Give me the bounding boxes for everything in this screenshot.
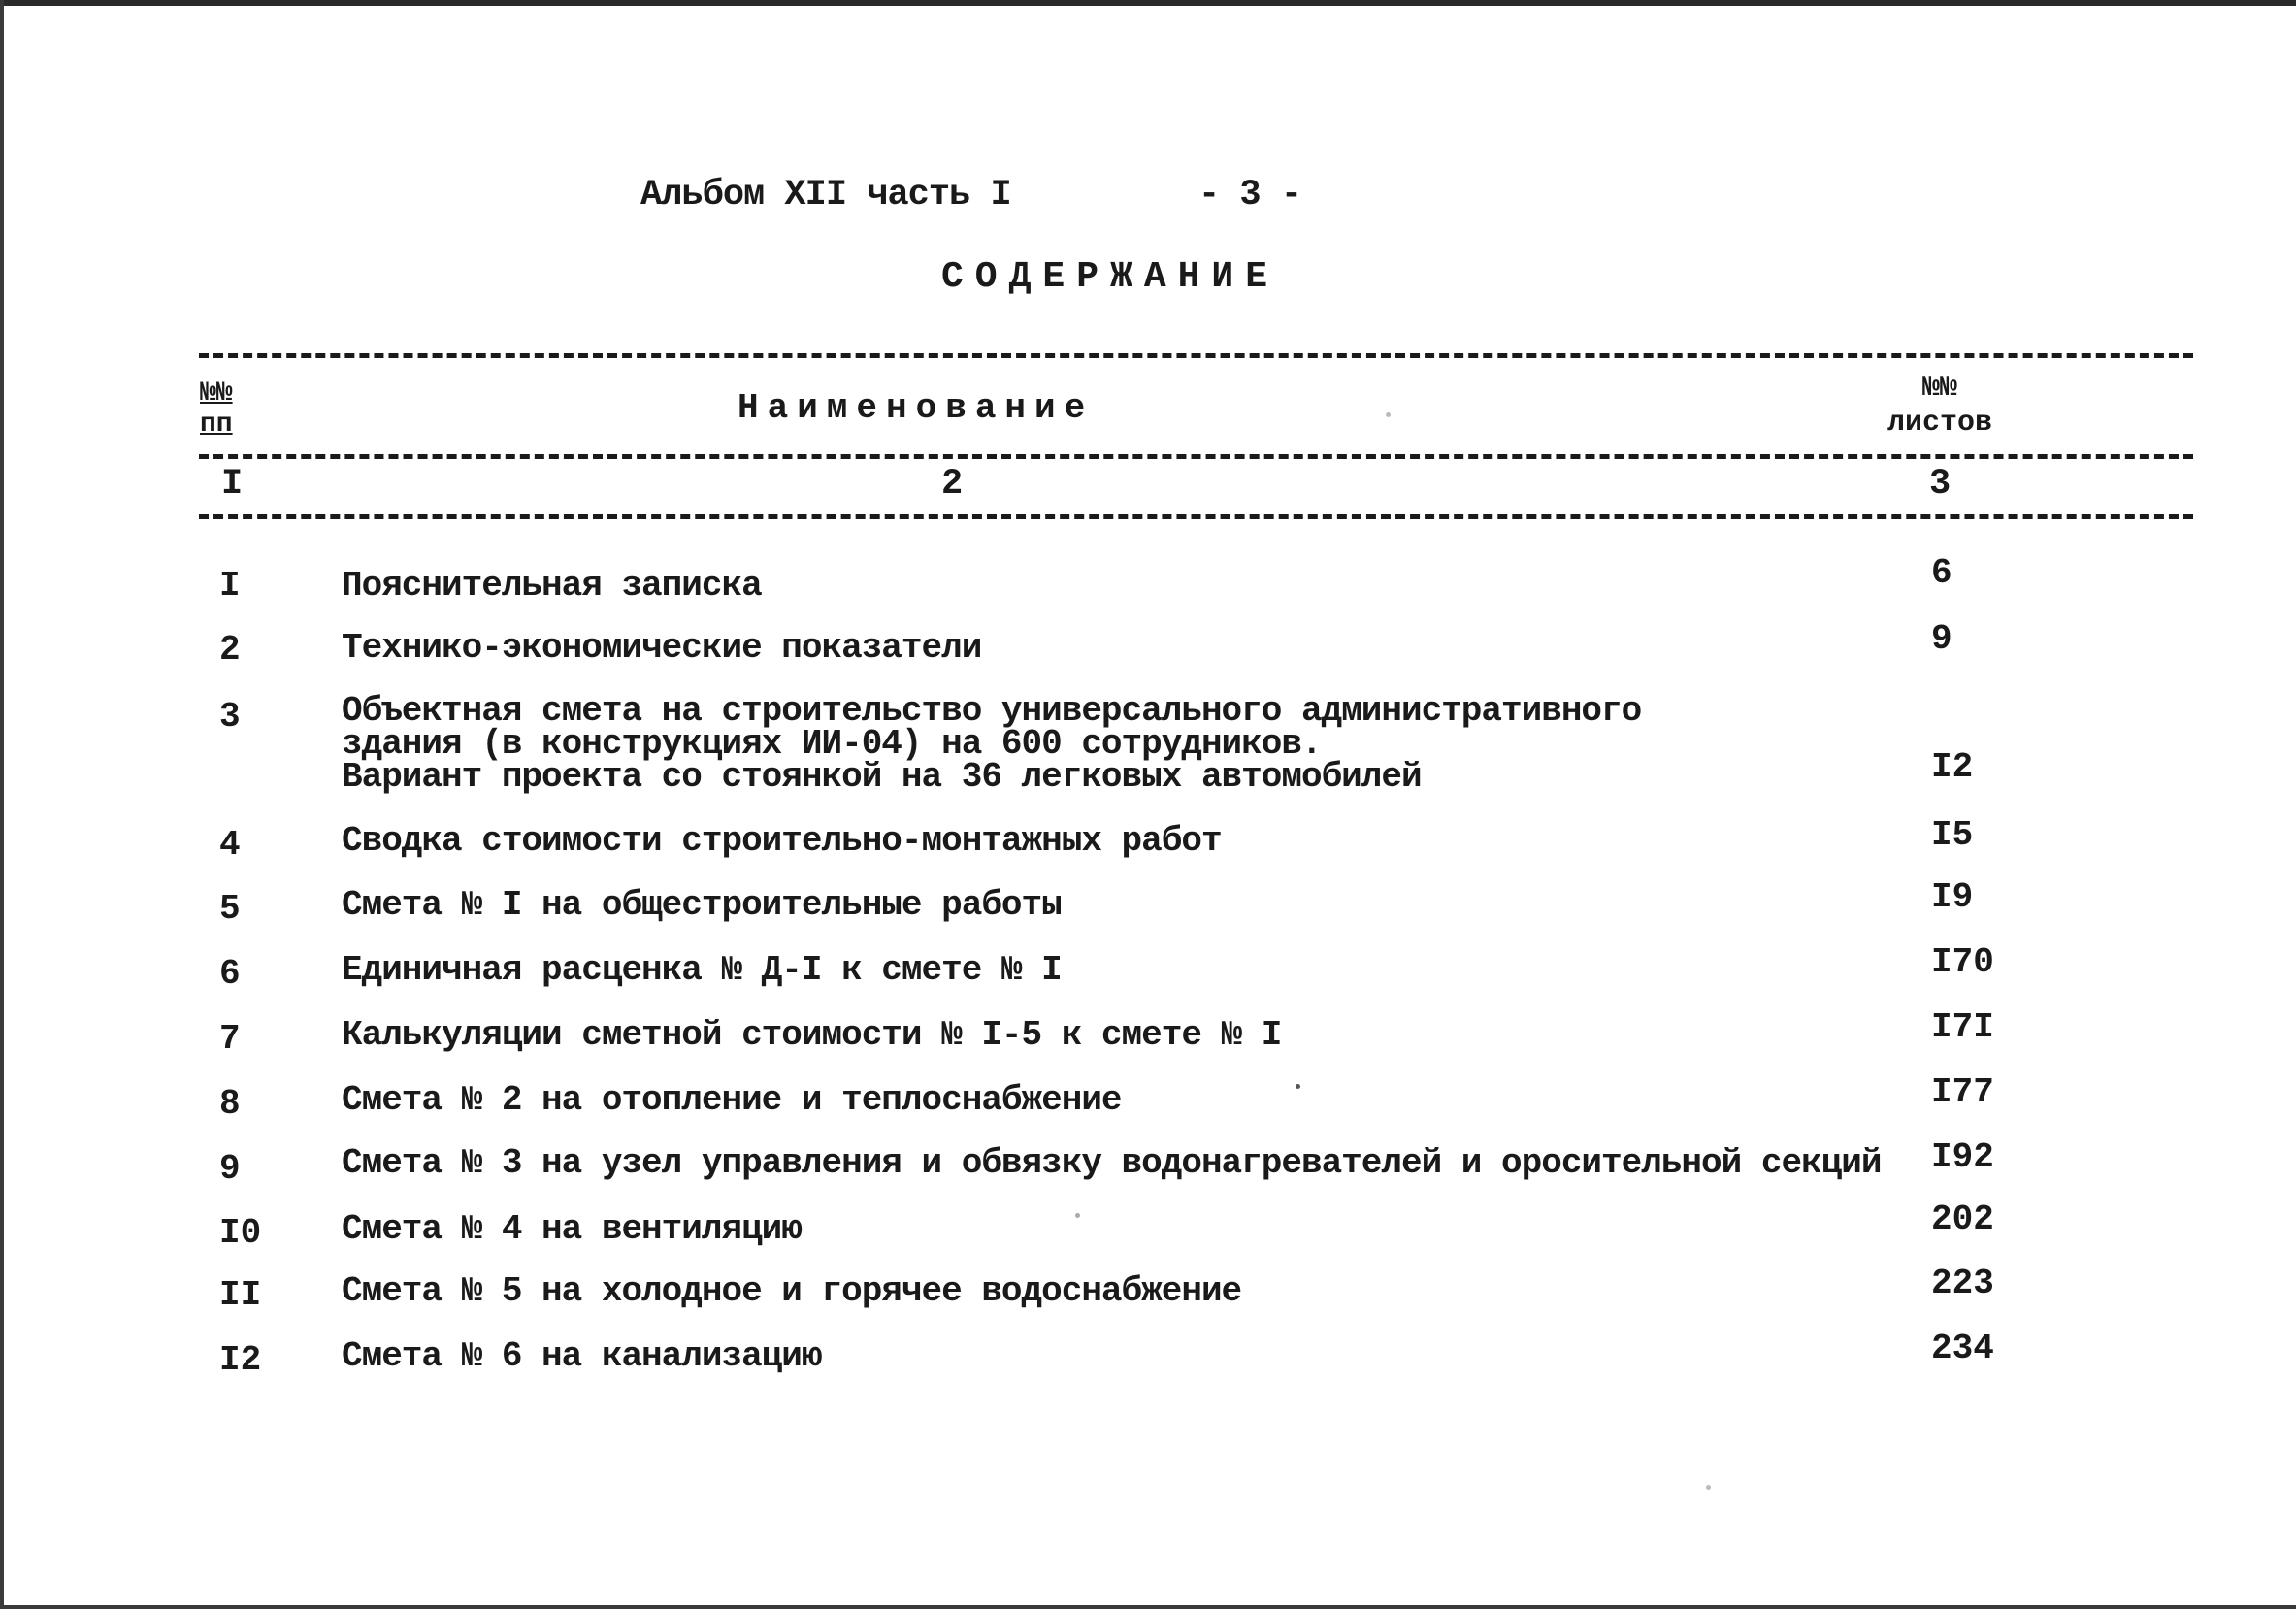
row-title: Пояснительная записка — [342, 566, 762, 606]
row-sheet: 234 — [1931, 1329, 1994, 1368]
column-number-3: 3 — [1929, 464, 1952, 505]
row-sheet: I5 — [1931, 815, 1974, 855]
row-number: 6 — [219, 954, 241, 994]
header-number-line1: №№ — [200, 378, 233, 409]
table-colnum-rule — [199, 514, 2193, 519]
row-sheet: 9 — [1931, 619, 1952, 659]
scan-edge-left — [0, 0, 4, 1609]
row-title: Смета № 4 на вентиляцию — [342, 1209, 802, 1249]
row-title-line3: Вариант проекта со стоянкой на 36 легковых автомобилей — [342, 757, 1422, 797]
row-sheet: 6 — [1931, 553, 1952, 593]
row-number: I0 — [219, 1213, 262, 1253]
scan-edge-top — [0, 0, 2296, 6]
row-sheet: I9 — [1931, 877, 1974, 917]
row-number: 4 — [219, 825, 241, 865]
row-title: Калькуляции сметной стоимости № I-5 к смете № I — [342, 1015, 1282, 1055]
row-title: Смета № 5 на холодное и горячее водоснабжение — [342, 1271, 1242, 1311]
document-title: СОДЕРЖАНИЕ — [941, 256, 1280, 298]
row-number: 2 — [219, 630, 241, 670]
scan-speck — [1075, 1213, 1080, 1218]
header-sheets-line1: №№ — [1922, 372, 1958, 405]
page-number: - 3 - — [1198, 175, 1302, 215]
column-number-2: 2 — [941, 464, 964, 505]
row-number: I — [219, 566, 241, 606]
row-title: Единичная расценка № Д-I к смете № I — [342, 950, 1062, 990]
header-sheets-column — [1887, 371, 1992, 441]
row-title: Смета № I на общестроительные работы — [342, 885, 1062, 925]
row-number: 3 — [219, 697, 241, 737]
row-sheet: I92 — [1931, 1137, 1994, 1177]
header-name-column: Наименование — [738, 388, 1095, 428]
row-sheet: 202 — [1931, 1199, 1994, 1239]
scan-edge-bottom — [0, 1605, 2296, 1609]
row-title: Смета № 6 на канализацию — [342, 1336, 822, 1376]
row-title: Смета № 2 на отопление и теплоснабжение — [342, 1080, 1122, 1120]
header-number-line2: пп — [200, 410, 233, 440]
album-label: Альбом ХII часть I — [640, 175, 1011, 215]
row-number: II — [219, 1275, 262, 1315]
row-sheet: I77 — [1931, 1072, 1994, 1112]
header-sheets-line2: листов — [1887, 407, 1993, 440]
row-sheet: I7I — [1931, 1007, 1994, 1047]
table-top-rule — [199, 353, 2193, 358]
table-header-rule — [199, 454, 2193, 459]
row-title-line2: здания (в конструкциях ИИ-04) на 600 сотрудников. — [342, 724, 1322, 764]
scan-speck — [1296, 1084, 1300, 1089]
row-title-line1: Объектная смета на строительство универсального административного — [342, 691, 1642, 731]
row-title: Технико-экономические показатели — [342, 628, 982, 668]
row-number: 7 — [219, 1019, 241, 1059]
row-number: 5 — [219, 889, 241, 929]
row-sheet: I70 — [1931, 942, 1994, 982]
row-number: 9 — [219, 1149, 241, 1189]
row-number: I2 — [219, 1340, 262, 1380]
header-number-column — [200, 378, 233, 441]
row-sheet: 223 — [1931, 1264, 1994, 1303]
scan-speck — [1706, 1485, 1711, 1490]
scan-speck — [1386, 412, 1391, 417]
row-title: Сводка стоимости строительно-монтажных работ — [342, 821, 1222, 861]
row-title: Смета № 3 на узел управления и обвязку водонагревателей и оросительной секций — [342, 1143, 1882, 1183]
column-number-1: I — [221, 464, 244, 505]
row-number: 8 — [219, 1084, 241, 1124]
row-sheet: I2 — [1931, 747, 1974, 787]
